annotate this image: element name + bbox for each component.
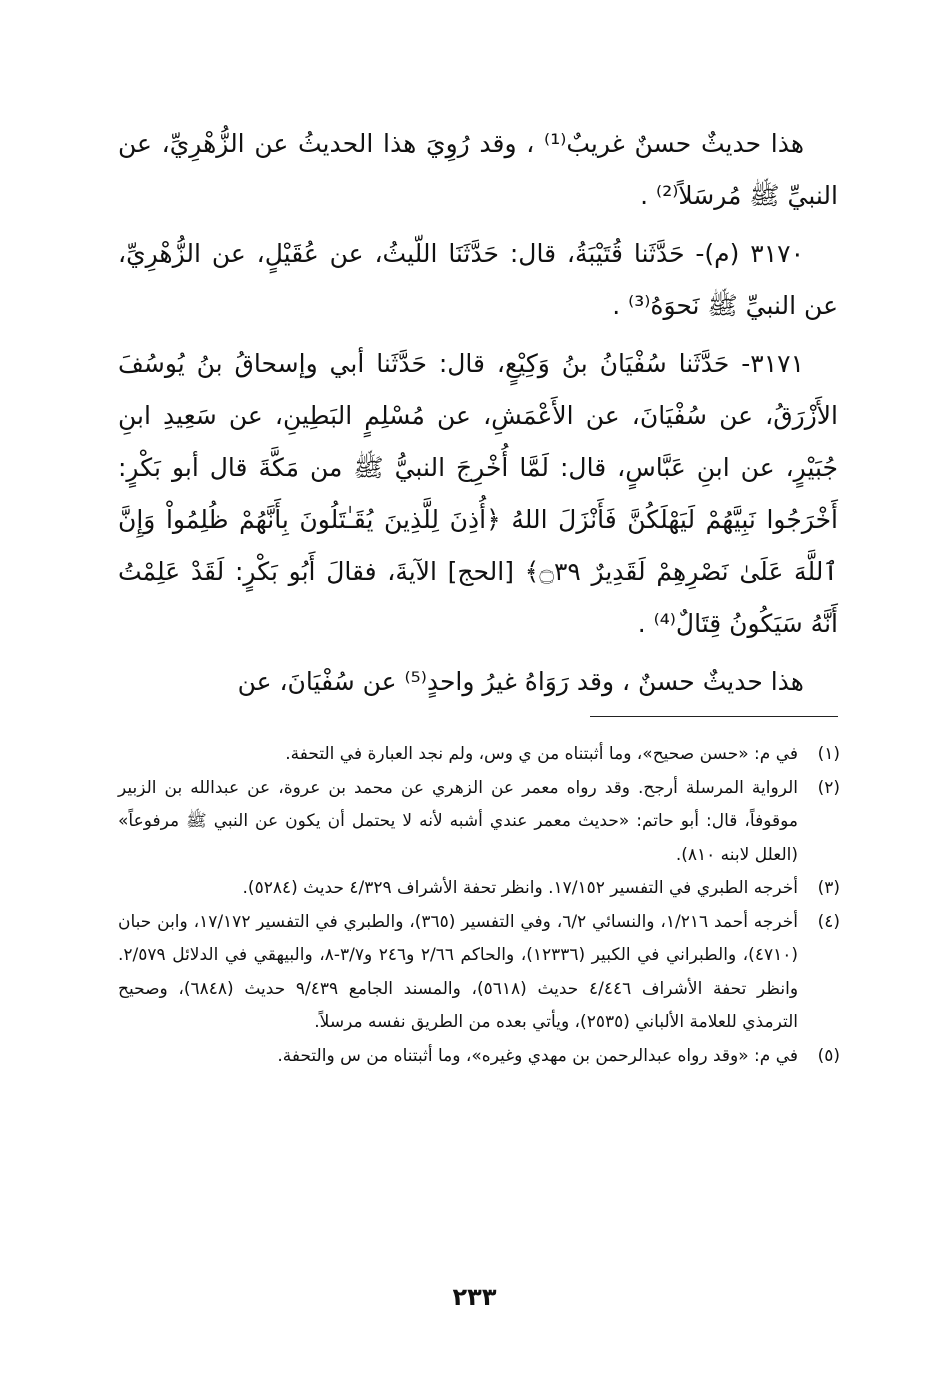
footnote-5	[118, 1040, 840, 1074]
footnote-1	[118, 738, 840, 772]
footnote-divider	[590, 716, 838, 717]
footnote-text: في م: «حسن صحيح»، وما أثبتناه من ي وس، ولم نجد العبارة في التحفة.	[285, 744, 798, 764]
paragraph-4: هذا حديثٌ حسنٌ ، وقد رَوَاهُ غيرُ واحدٍ⁽⁵⁾ عن سُفْيَانَ، عن	[237, 667, 804, 696]
footnote-text: في م: «وقد رواه عبدالرحمن بن مهدي وغيره»، وما أثبتناه من س والتحفة.	[277, 1045, 798, 1066]
main-text	[118, 118, 838, 714]
footnote-number: (٤)	[817, 911, 840, 932]
footnote-4	[118, 906, 840, 1040]
footnote-text: الرواية المرسلة أرجح. وقد رواه معمر عن الزهري عن محمد بن عروة، عن عبدالله بن الزبير موقوفاً، قال: أبو حاتم: «حديث معمر عندي أشبه لأنه لا يحتمل أن يكون عن النبي ﷺ مرفوعاً» (العلل لابنه ٨١٠).	[118, 777, 798, 865]
footnote-3	[118, 872, 840, 906]
page-number: ٢٣٣	[452, 1283, 497, 1311]
footnote-text: أخرجه أحمد ١/٢١٦، والنسائي ٦/٢، وفي التفسير (٣٦٥)، والطبري في التفسير ١٧/١٧٢، وابن حبان (٤٧١٠)، والطبراني في الكبير (١٢٣٣٦)، والحاكم ٢/٦٦ و٢٤٦ و٣/٧-٨، والبيهقي في الدلائل ٢/٥٧٩. وانظر تحفة الأشراف ٤/٤٤٦ حديث (٥٦١٨)، والمسند الجامع ٩/٤٣٩ حديث (٦٨٤٨)، وصحيح الترمذي للعلامة الألباني (٢٥٣٥)، ويأتي بعده من الطريق نفسه مرسلاً.	[118, 911, 799, 1032]
footnote-2	[118, 772, 840, 873]
footnote-text: أخرجه الطبري في التفسير ١٧/١٥٢. وانظر تحفة الأشراف ٤/٣٢٩ حديث (٥٢٨٤).	[242, 878, 798, 898]
paragraph-1: هذا حديثٌ حسنٌ غريبٌ⁽¹⁾ ، وقد رُوِيَ هذا الحديثُ عن الزُّهْرِيِّ، عن النبيِّ ﷺ مُرسَلاً⁽²⁾ .	[118, 129, 838, 210]
footnote-number: (٢)	[817, 777, 840, 798]
footnote-number: (٣)	[817, 878, 840, 898]
paragraph-2-hadith-3170: ٣١٧٠ (م)- حَدَّثَنا قُتَيْبَةُ، قال: حَدَّثَنَا اللّيثُ، عن عُقَيْلٍ، عن الزُّهْرِيِّ، عن النبيِّ ﷺ نَحوَهُ⁽³⁾ .	[118, 239, 838, 320]
footnotes	[118, 738, 840, 1073]
footnote-number: (١)	[817, 744, 840, 764]
paragraph-3-hadith-3171: ٣١٧١- حَدَّثَنا سُفْيَانُ بنُ وَكِيْعٍ، قال: حَدَّثَنا أبي وإسحاقُ بنُ يُوسُفَ الأَزْرَقُ، عن سُفْيَانَ، عن الأَعْمَشِ، عن مُسْلِمٍ البَطِينِ، عن سَعِيدِ ابنِ جُبَيْرٍ، عن ابنِ عَبَّاسٍ، قال: لَمَّا أُخْرِجَ النبيُّ ﷺ من مَكَّةَ قال أبو بَكْرٍ: أَخْرَجُوا نَبِيَّهُمْ لَيَهْلَكُنَّ فَأَنْزَلَ اللهُ ﴿أُذِنَ لِلَّذِينَ يُقَـٰتَلُونَ بِأَنَّهُمْ ظُلِمُواْ وَإِنَّ ٱللَّهَ عَلَىٰ نَصْرِهِمْ لَقَدِيرٌ ۝٣٩﴾ [الحج] الآيةَ، فقالَ أَبُو بَكْرٍ: لَقَدْ عَلِمْتُ أَنَّهُ سَيَكُونُ قِتَالٌ⁽⁴⁾ .	[118, 349, 839, 638]
footnote-number: (٥)	[817, 1045, 840, 1066]
